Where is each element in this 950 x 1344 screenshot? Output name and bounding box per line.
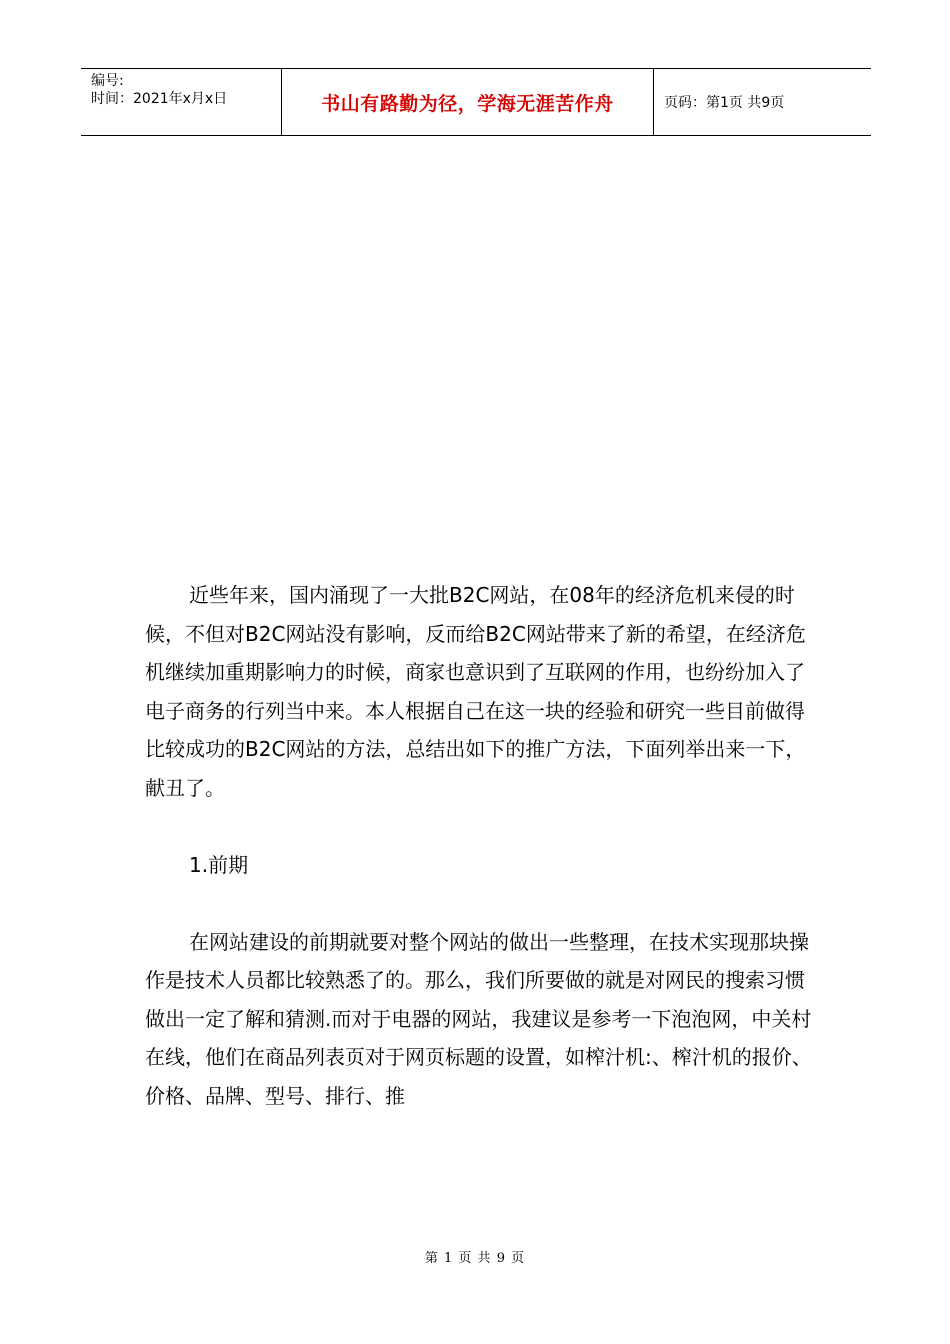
header-page-cell [654,69,871,135]
intro-paragraph: 近些年来，国内涌现了一大批B2C网站，在08年的经济危机来侵的时候，不但对B2C网站没有影响，反而给B2C网站带来了新的希望，在经济危机继续加重期影响力的时候，商家也意识到了互联网的作用，也纷纷加入了电子商务的行列当中来。本人根据自己在这一块的经验和研究一些目前做得比较成功的B2C网站的方法，总结出如下的推广方法，下面列举出来一下，献丑了。 [145,583,806,800]
page-footer: 第 1 页 共 9 页 [424,1251,526,1266]
document-number-label: 编号: [91,73,124,89]
document-body [145,576,815,1115]
paragraph-gap [145,884,815,923]
section-heading: 1.前期 [189,852,249,877]
header-info-cell [81,69,282,135]
paragraph-gap [145,807,815,846]
header-page-info: 页码：第1页 共9页 [664,95,785,111]
section-paragraph: 在网站建设的前期就要对整个网站的做出一些整理，在技术实现那块操作是技术人员都比较熟悉了的。那么，我们所要做的就是对网民的搜索习惯做出一定了解和猜测.而对于电器的网站，我建议是参考一下泡泡网，中关村在线，他们在商品列表页对于网页标题的设置，如榨汁机:、榨汁机的报价、价格、品牌、型号、排行、推 [145,929,812,1108]
document-time-label: 时间：2021年x月x日 [91,91,228,107]
header-table [81,68,871,136]
header-motto-cell [282,69,654,135]
header-motto: 书山有路勤为径，学海无涯苦作舟 [321,92,614,115]
